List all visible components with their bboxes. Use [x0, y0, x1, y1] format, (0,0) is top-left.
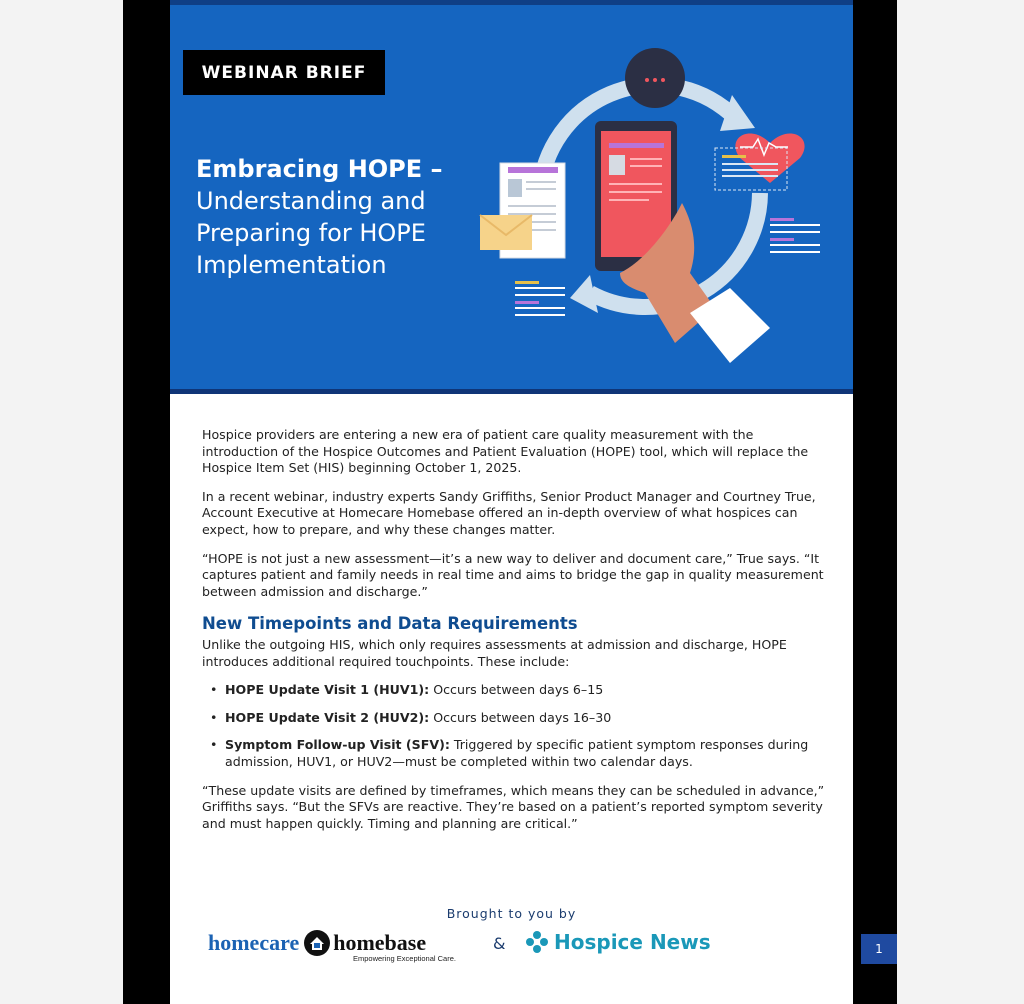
- document-page: [170, 0, 853, 1004]
- paragraph: “HOPE is not just a new assessment—it’s a new way to deliver and document care,” True says. “It captures patient and family needs in real time and aims to bridge the gap in quality measurement between admission and discharge.”: [202, 550, 824, 599]
- house-icon: [303, 929, 331, 957]
- list-item-text: Triggered by specific patient symptom responses during admission, HUV1, or HUV2—must be completed within two calendar days.: [225, 737, 809, 769]
- article-body: [202, 427, 827, 844]
- page-number-badge: 1: [861, 934, 897, 964]
- paragraph: In a recent webinar, industry experts Sandy Griffiths, Senior Product Manager and Courtney True, Account Executive at Homecare Homebase offered an in-depth overview of what hospices can expect, how to prepare, and why these changes matter.: [202, 488, 816, 537]
- list-item-term: Symptom Follow-up Visit (SFV):: [225, 737, 450, 753]
- paragraph: Unlike the outgoing HIS, which only requires assessments at admission and discharge, HOPE introduces additional required touchpoints. These include:: [202, 636, 787, 669]
- paragraph: Hospice providers are entering a new era of patient care quality measurement with the introduction of the Hospice Outcomes and Patient Evaluation (HOPE) tool, which will replace the Hospice Item Set (HIS) beginning October 1, 2025.: [202, 427, 809, 476]
- logo-text-homebase: homebase: [333, 930, 427, 955]
- list-item-term: HOPE Update Visit 1 (HUV1):: [225, 682, 430, 698]
- webinar-badge: WEBINAR BRIEF: [183, 50, 385, 95]
- list-item: [202, 737, 827, 770]
- list-item-term: HOPE Update Visit 2 (HUV2):: [225, 709, 430, 725]
- hero-title-line: Implementation: [196, 251, 387, 279]
- list-item: [202, 710, 827, 727]
- phone-care-illustration: [470, 43, 853, 373]
- hospice-news-logo: [525, 930, 711, 954]
- logo-tagline: Empowering Exceptional Care.: [353, 954, 456, 963]
- hero-title-line: Understanding and: [196, 187, 426, 215]
- hero-title-line: Preparing for HOPE: [196, 219, 426, 247]
- hero-banner: [170, 0, 853, 394]
- ampersand: &: [493, 934, 506, 953]
- flower-icon: [525, 930, 549, 954]
- hero-title-bold: Embracing HOPE –: [196, 155, 443, 183]
- list-item: [202, 682, 827, 699]
- paragraph: “These update visits are defined by timeframes, which means they can be scheduled in advance,” Griffiths says. “But the SFVs are reactive. They’re based on a patient’s reported symptom severity and must happen quickly. Timing and planning are critical.”: [202, 782, 825, 831]
- timepoint-list: [202, 682, 827, 770]
- sponsor-label: Brought to you by: [446, 906, 577, 921]
- logo-text-hospice-news: Hospice News: [554, 930, 711, 954]
- list-item-text: Occurs between days 16–30: [429, 709, 612, 725]
- envelope-icon: [480, 215, 532, 250]
- hero-title: [196, 153, 496, 281]
- list-item-text: Occurs between days 6–15: [429, 682, 604, 698]
- logo-text-homecare: homecare: [208, 930, 300, 955]
- section-heading: New Timepoints and Data Requirements: [202, 614, 578, 634]
